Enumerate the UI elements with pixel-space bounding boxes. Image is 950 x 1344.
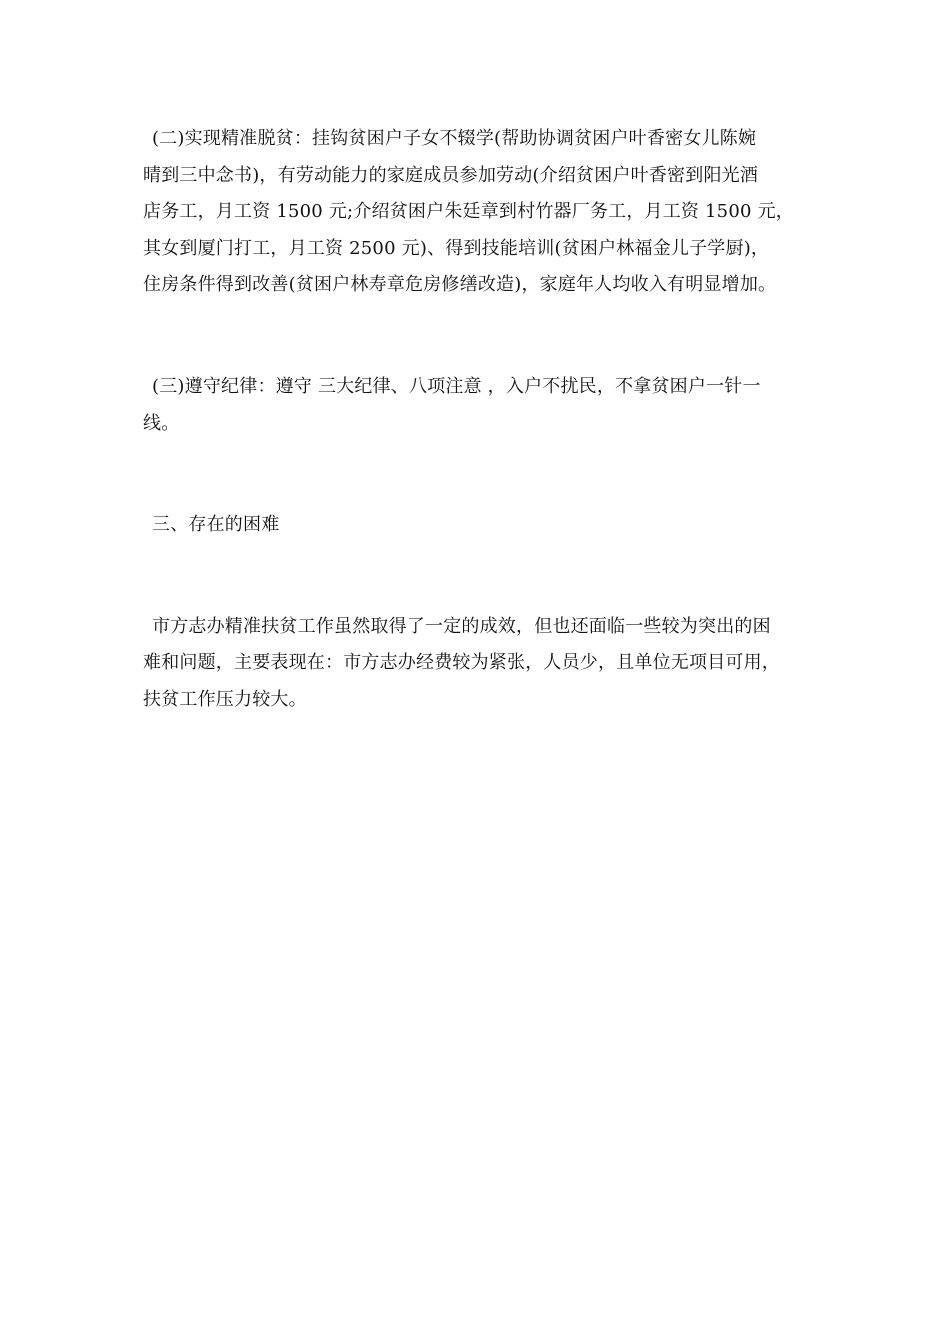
text-line: 其女到厦门打工，月工资 2500 元)、得到技能培训(贫困户林福金儿子学厨)， — [143, 237, 770, 259]
text-line: (三)遵守纪律：遵守 三大纪律、八项注意 ，入户不扰民，不拿贫困户一针一 — [152, 375, 761, 397]
paragraph-precise-poverty-relief — [143, 121, 807, 304]
text-line: 店务工，月工资 1500 元;介绍贫困户朱廷章到村竹器厂务工，月工资 1500 元， — [143, 201, 794, 223]
paragraph-difficulties — [143, 609, 807, 719]
text-line: (二)实现精准脱贫：挂钩贫困户子女不辍学(帮助协调贫困户叶香密女儿陈婉 — [152, 128, 757, 149]
heading-text: 三、存在的困难 — [152, 514, 280, 536]
section-heading-difficulties — [143, 507, 807, 544]
text-line: 住房条件得到改善(贫困户林寿章危房修缮改造)，家庭年人均收入有明显增加。 — [143, 274, 777, 296]
text-line: 线。 — [143, 412, 180, 434]
text-line: 难和问题，主要表现在：市方志办经费较为紧张，人员少，且单位无项目可用， — [143, 652, 780, 674]
document-body — [143, 121, 807, 719]
text-line: 晴到三中念书)，有劳动能力的家庭成员参加劳动(介绍贫困户叶香密到阳光酒 — [143, 164, 759, 186]
paragraph-discipline — [143, 369, 807, 442]
text-line: 市方志办精准扶贫工作虽然取得了一定的成效，但也还面临一些较为突出的困 — [152, 615, 771, 637]
text-line: 扶贫工作压力较大。 — [143, 688, 307, 710]
